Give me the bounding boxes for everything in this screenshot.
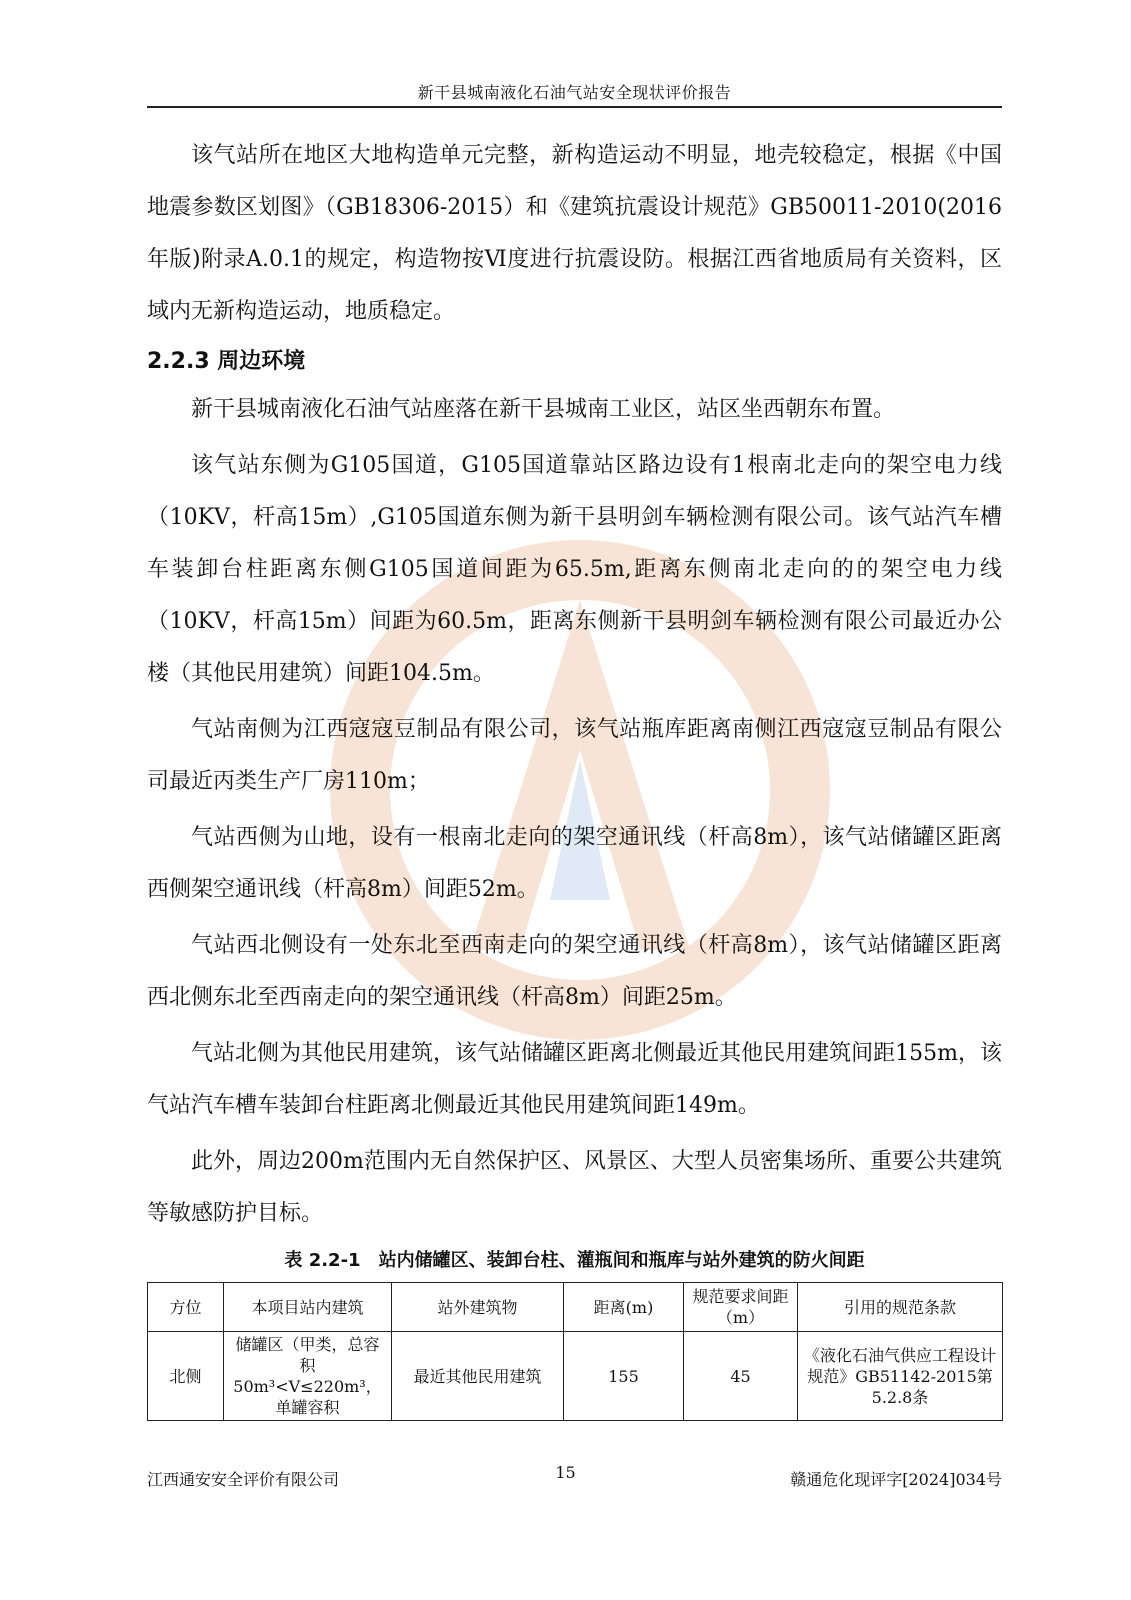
paragraph: 该气站东侧为G105国道，G105国道靠站区路边设有1根南北走向的架空电力线（10KV，杆高15m）,G105国道东侧为新干县明剑车辆检测有限公司。该气站汽车槽车装卸台柱距离东侧G105国道间距为65.5m,距离东侧南北走向的的架空电力线（10KV，杆高15m）间距为60.5m，距离东侧新干县明剑车辆检测有限公司最近办公楼（其他民用建筑）间距104.5m。 <box>147 453 1002 686</box>
section-heading: 2.2.3 周边环境 <box>147 349 306 374</box>
paragraph: 气站西北侧设有一处东北至西南走向的架空通讯线（杆高8m），该气站储罐区距离西北侧东北至西南走向的架空通讯线（杆高8m）间距25m。 <box>147 933 1002 1010</box>
table-header-cell: 距离(m) <box>564 1283 684 1332</box>
footer-page-number: 15 <box>555 1463 576 1482</box>
table-cell: 最近其他民用建筑 <box>392 1332 564 1421</box>
table-cell: 北侧 <box>148 1332 224 1421</box>
paragraph: 气站北侧为其他民用建筑，该气站储罐区距离北侧最近其他民用建筑间距155m，该气站汽车槽车装卸台柱距离北侧最近其他民用建筑间距149m。 <box>147 1041 1002 1118</box>
paragraph: 新干县城南液化石油气站座落在新干县城南工业区，站区坐西朝东布置。 <box>191 397 896 422</box>
table-header-cell: 引用的规范条款 <box>798 1283 1003 1332</box>
page-content <box>147 130 1002 1421</box>
table-header-cell: 方位 <box>148 1283 224 1332</box>
footer-doc-number: 赣通危化现评字[2024]034号 <box>790 1470 1002 1489</box>
paragraph-geology: 该气站所在地区大地构造单元完整，新构造运动不明显，地壳较稳定，根据《中国地震参数区划图》（GB18306-2015）和《建筑抗震设计规范》GB50011-2010(2016年版)附录A.0.1的规定，构造物按Ⅵ度进行抗震设防。根据江西省地质局有关资料，区域内无新构造运动，地质稳定。 <box>147 143 1002 324</box>
fire-distance-table <box>147 1282 1003 1421</box>
header-rule <box>147 106 1002 108</box>
table-cell: 《液化石油气供应工程设计规范》GB51142-2015第5.2.8条 <box>798 1332 1003 1421</box>
table-header-cell: 本项目站内建筑 <box>224 1283 392 1332</box>
table-header-cell: 规范要求间距（m） <box>684 1283 798 1332</box>
table-cell: 储罐区（甲类，总容积50m³<V≤220m³，单罐容积 <box>224 1332 392 1421</box>
page-header-title: 新干县城南液化石油气站安全现状评价报告 <box>417 83 732 102</box>
table-cell: 45 <box>684 1332 798 1421</box>
table-caption: 表 2.2-1 站内储罐区、装卸台柱、灌瓶间和瓶库与站外建筑的防火间距 <box>284 1250 865 1271</box>
paragraph: 气站西侧为山地，设有一根南北走向的架空通讯线（杆高8m），该气站储罐区距离西侧架空通讯线（杆高8m）间距52m。 <box>147 825 1002 902</box>
footer-company: 江西通安安全评价有限公司 <box>147 1470 340 1489</box>
table-header-cell: 站外建筑物 <box>392 1283 564 1332</box>
table-row <box>148 1332 1003 1421</box>
table-cell: 155 <box>564 1332 684 1421</box>
paragraph: 此外，周边200m范围内无自然保护区、风景区、大型人员密集场所、重要公共建筑等敏感防护目标。 <box>147 1149 1002 1226</box>
table-header-row <box>148 1283 1003 1332</box>
paragraph: 气站南侧为江西寇寇豆制品有限公司，该气站瓶库距离南侧江西寇寇豆制品有限公司最近丙类生产厂房110m； <box>147 717 1002 794</box>
